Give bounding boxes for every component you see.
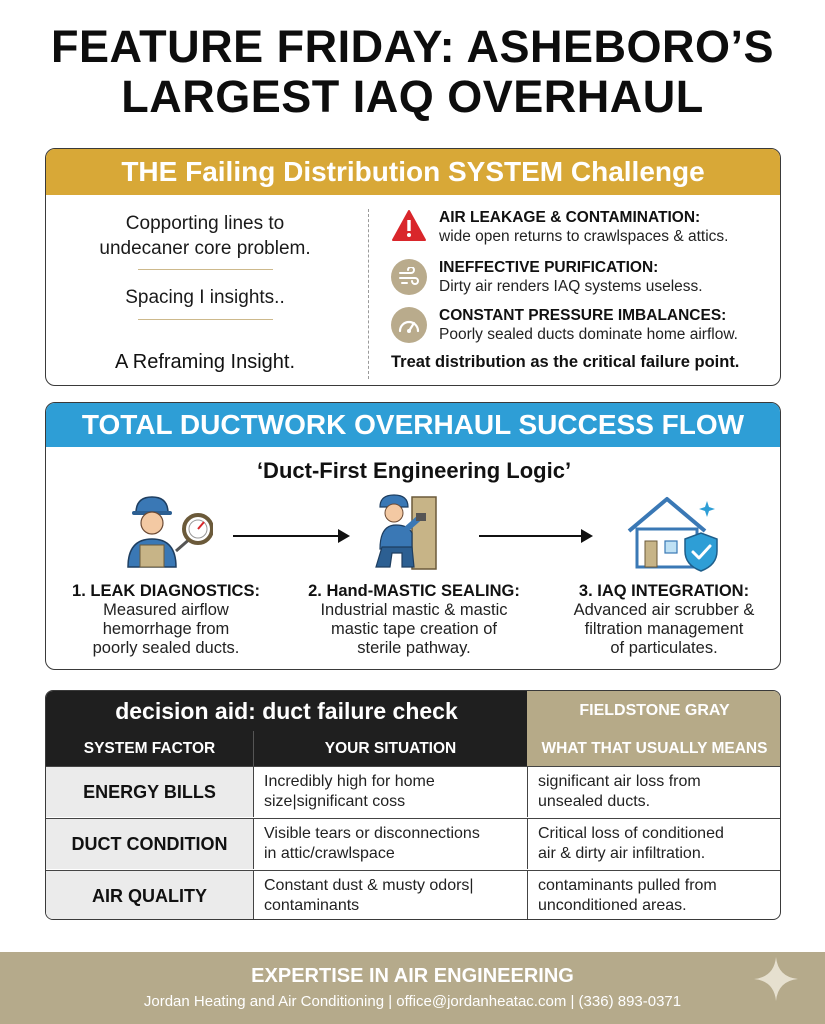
challenge-header: THE Failing Distribution SYSTEM Challenge: [46, 149, 780, 195]
brand-label: FIELDSTONE GRAY: [527, 691, 781, 731]
situation-line: Constant dust & musty odors|: [264, 877, 474, 894]
table-row: [46, 766, 781, 817]
column-header-meaning: WHAT THAT USUALLY MEANS: [527, 731, 781, 766]
title-line-2: LARGEST IAQ OVERHAUL: [121, 71, 704, 122]
left-divider-1: [138, 269, 273, 270]
pressure-gauge-icon: [391, 307, 427, 343]
situation-cell: [253, 871, 527, 920]
page-title: [0, 22, 825, 122]
item-description: wide open returns to crawlspaces & attics.: [439, 228, 729, 245]
column-header-situation: YOUR SITUATION: [253, 731, 527, 766]
step-desc-line: sterile pathway.: [357, 639, 471, 657]
flow-header: TOTAL DUCTWORK OVERHAUL SUCCESS FLOW: [46, 403, 780, 447]
title-line-1: FEATURE FRIDAY: ASHEBORO’S: [50, 21, 775, 72]
meaning-line: contaminants pulled from: [538, 877, 717, 894]
flow-subtitle: ‘Duct-First Engineering Logic’: [256, 458, 572, 483]
situation-cell: [253, 767, 527, 817]
meaning-cell: [527, 871, 781, 920]
step-heading: 1. LEAK DIAGNOSTICS:: [72, 582, 260, 600]
step-desc-line: poorly sealed ducts.: [92, 639, 240, 657]
flow-arrow-1: [233, 535, 348, 537]
situation-line: Incredibly high for home: [264, 773, 435, 790]
table-row: [46, 818, 781, 869]
left-divider-2: [138, 319, 273, 320]
item-heading: AIR LEAKAGE & CONTAMINATION:: [439, 209, 701, 226]
footer: [0, 952, 825, 1024]
step-desc-line: Measured airflow: [103, 601, 229, 619]
challenge-conclusion: Treat distribution as the critical failure point.: [391, 353, 740, 371]
situation-cell: [253, 819, 527, 869]
meaning-line: unsealed ducts.: [538, 793, 651, 810]
step-heading: 2. Hand-MASTIC SEALING:: [308, 582, 520, 600]
situation-line: Visible tears or disconnections: [264, 825, 480, 842]
flow-step: [549, 581, 779, 658]
decision-table: [45, 690, 781, 920]
factor-cell: AIR QUALITY: [46, 871, 253, 920]
step-desc-line: Advanced air scrubber &: [573, 601, 755, 619]
flow-step: [51, 581, 281, 658]
factor-cell: ENERGY BILLS: [46, 767, 253, 817]
footer-heading: EXPERTISE IN AIR ENGINEERING: [251, 965, 574, 987]
home-shield-icon: [623, 491, 718, 578]
step-desc-line: of particulates.: [610, 639, 718, 657]
column-divider: [368, 209, 369, 379]
warning-icon: [391, 209, 427, 245]
footer-contact: Jordan Heating and Air Conditioning | office@jordanheatac.com | (336) 893-0371: [143, 993, 682, 1010]
challenge-panel: [45, 148, 781, 386]
step-desc-line: mastic tape creation of: [331, 620, 497, 638]
situation-line: size|significant coss: [264, 793, 406, 810]
left-line-2: undecaner core problem.: [99, 238, 311, 259]
meaning-cell: [527, 767, 781, 817]
left-line-3: Spacing I insights..: [125, 287, 285, 308]
table-title: decision aid: duct failure check: [46, 691, 527, 731]
left-text-block: [46, 211, 364, 261]
column-header-factor: SYSTEM FACTOR: [46, 731, 253, 766]
flow-step: [299, 581, 529, 658]
situation-line: contaminants: [264, 897, 360, 914]
challenge-item: [391, 209, 776, 249]
airflow-icon: [391, 259, 427, 295]
challenge-left-column: [46, 195, 364, 385]
challenge-item: [391, 307, 776, 347]
sparkle-icon: [752, 955, 800, 1008]
challenge-item: [391, 259, 776, 299]
meaning-cell: [527, 819, 781, 869]
technician-gauge-icon: [118, 489, 213, 574]
left-line-1: Copporting lines to: [125, 213, 285, 234]
meaning-line: air & dirty air infiltration.: [538, 845, 706, 862]
factor-cell: DUCT CONDITION: [46, 819, 253, 869]
reframing-insight: A Reframing Insight.: [114, 351, 296, 373]
step-desc-line: hemorrhage from: [102, 620, 230, 638]
item-description: Poorly sealed ducts dominate home airflow.: [439, 326, 738, 343]
flow-arrow-2: [479, 535, 591, 537]
meaning-line: significant air loss from: [538, 773, 701, 790]
item-heading: INEFFECTIVE PURIFICATION:: [439, 259, 659, 276]
meaning-line: unconditioned areas.: [538, 897, 687, 914]
item-description: Dirty air renders IAQ systems useless.: [439, 278, 703, 295]
table-row: [46, 870, 781, 920]
meaning-line: Critical loss of conditioned: [538, 825, 724, 842]
flow-panel: [45, 402, 781, 670]
item-heading: CONSTANT PRESSURE IMBALANCES:: [439, 307, 727, 324]
step-desc-line: filtration management: [584, 620, 744, 638]
step-desc-line: Industrial mastic & mastic: [320, 601, 508, 619]
situation-line: in attic/crawlspace: [264, 845, 395, 862]
step-heading: 3. IAQ INTEGRATION:: [578, 582, 750, 600]
worker-sealing-icon: [368, 489, 458, 576]
